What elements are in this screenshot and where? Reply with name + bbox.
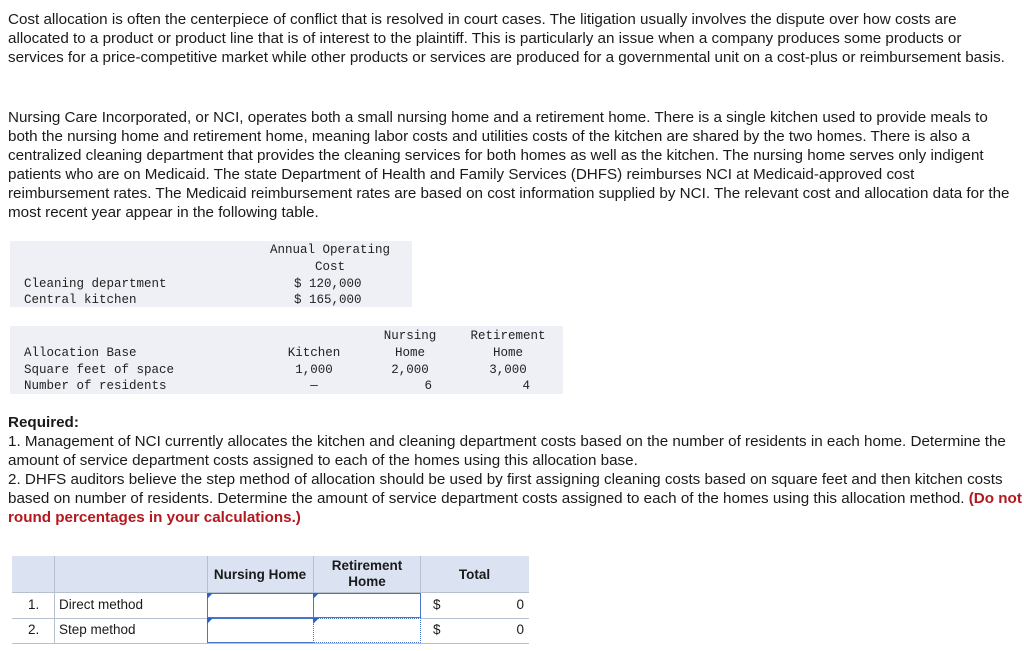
alloc-row-label: Square feet of space [24, 363, 175, 377]
row-label-step-method: Step method [59, 622, 136, 637]
intro-paragraph-1: Cost allocation is often the centerpiece of conflict that is resolved in court cases. The litigation usually involves the dispute over how costs are allocated to a product or product line that is of interest to the plaintiff. This is particularly an issue when a company produces some products or services for a price-competitive market while other products or services are produced for a governmental unit on a cost-plus or reimbursement basis. [8, 11, 1005, 66]
cost-row-label: Central kitchen [24, 293, 137, 307]
col-nursing-line2: Home [394, 346, 425, 360]
allocation-base-table [10, 326, 563, 394]
col-retirement-line1: Retirement [470, 329, 546, 343]
required-item-2 [8, 470, 1022, 527]
rounding-note: (Do not round percentages in your calculations.) [8, 490, 1022, 526]
grid-line [12, 643, 529, 644]
cost-row-label: Cleaning department [24, 277, 167, 291]
input-marker-icon [313, 618, 319, 624]
col-kitchen: Kitchen [287, 346, 341, 360]
required-item-1: 1. Management of NCI currently allocates the kitchen and cleaning department costs based on the number of residents in each home. Determine the amount of service department costs assigned to each of the homes using this allocation base. [8, 433, 1006, 469]
alloc-row-label: Number of residents [24, 379, 167, 393]
step-retirement-input[interactable] [313, 618, 421, 643]
direct-retirement-input[interactable] [313, 593, 421, 618]
required-item-2-text: 2. DHFS auditors believe the step method of allocation should be used by first assigning cleaning costs based on square feet and then kitchen costs based on number of residents. Determine the amount of service department costs assigned to each of the homes using this allocation method. [8, 471, 1003, 507]
alloc-retirement-value: 4 [522, 379, 530, 393]
col-header-nursing-home: Nursing Home [213, 567, 307, 582]
col-header-total: Total [458, 567, 491, 582]
alloc-nursing-value: 6 [424, 379, 432, 393]
row-number: 2. [28, 622, 40, 637]
cost-header-line1: Annual Operating [269, 243, 391, 257]
alloc-nursing-value: 2,000 [391, 363, 429, 377]
allocation-base-label: Allocation Base [24, 346, 137, 360]
col-retirement-line2: Home [492, 346, 523, 360]
step-total-value: 0 [516, 622, 524, 637]
cost-row-value: $ 165,000 [294, 293, 362, 307]
operating-cost-table [10, 241, 412, 307]
currency-symbol: $ [433, 597, 441, 612]
col-header-retirement-home: Retirement Home [331, 558, 403, 589]
input-marker-icon [207, 593, 213, 599]
row-label-direct-method: Direct method [59, 597, 144, 612]
row-number: 1. [28, 597, 40, 612]
direct-total-value: 0 [516, 597, 524, 612]
cost-header-line2: Cost [314, 260, 345, 274]
input-marker-icon [207, 618, 213, 624]
required-heading: Required: [8, 414, 79, 431]
required-body [8, 432, 1022, 527]
cost-row-value: $ 120,000 [294, 277, 362, 291]
direct-nursing-input[interactable] [207, 593, 314, 618]
step-nursing-input[interactable] [207, 618, 314, 643]
alloc-retirement-value: 3,000 [489, 363, 527, 377]
input-marker-icon [313, 593, 319, 599]
grid-line [54, 556, 55, 644]
alloc-kitchen-value: — [310, 379, 318, 393]
currency-symbol: $ [433, 622, 441, 637]
col-nursing-line1: Nursing [383, 329, 437, 343]
intro-paragraph-2: Nursing Care Incorporated, or NCI, operates both a small nursing home and a retirement home. There is a single kitchen used to provide meals to both the nursing home and retirement home, meaning labor costs and utilities costs of the kitchen are shared by the two homes. There is also a centralized cleaning department that provides the cleaning services for both homes as well as the kitchen. The nursing home serves only indigent patients who are on Medicaid. The state Department of Health and Family Services (DHFS) reimburses NCI at Medicaid-approved cost reimbursement rates. The Medicaid reimbursement rates are based on cost information supplied by NCI. The relevant cost and allocation data for the most recent year appear in the following table. [8, 109, 1010, 221]
alloc-kitchen-value: 1,000 [295, 363, 333, 377]
answer-table [12, 556, 529, 644]
